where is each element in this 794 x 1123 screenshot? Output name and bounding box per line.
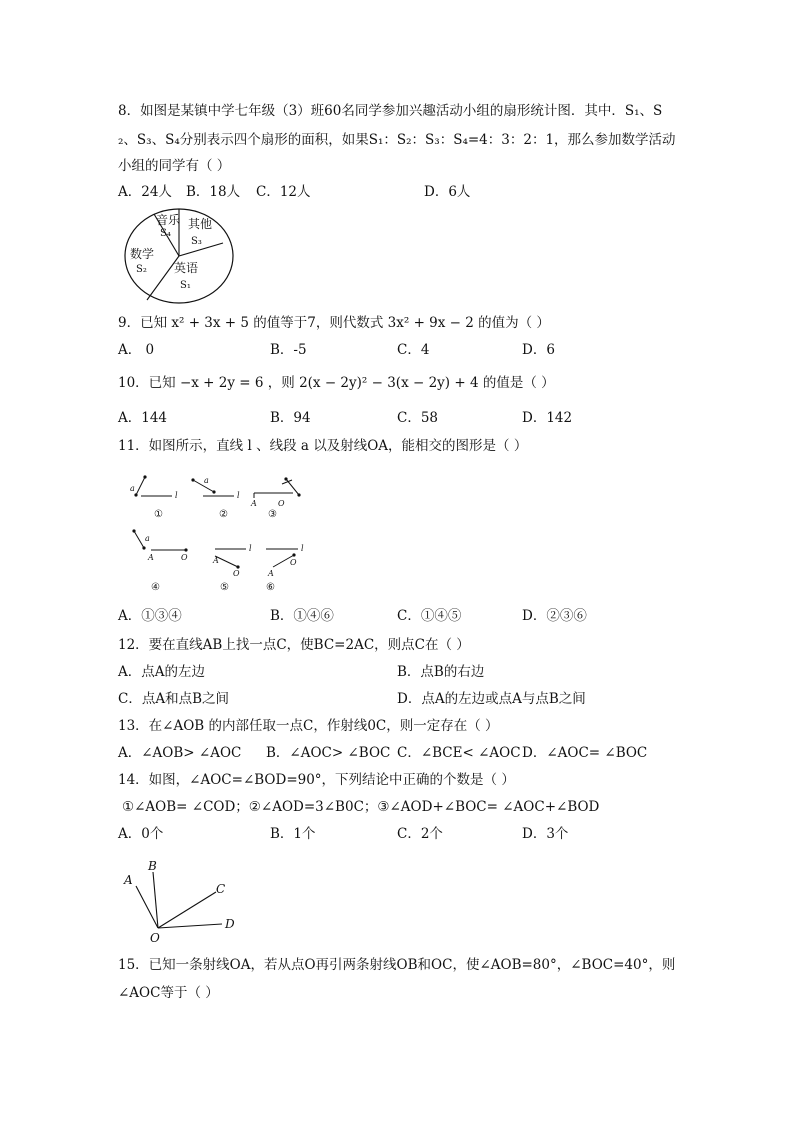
svg-text:A: A (213, 556, 219, 565)
q11-figure-6 (266, 544, 304, 593)
q10-option-b: B．94 (270, 410, 311, 426)
q14-option-b: B．1个 (270, 826, 316, 842)
q14-text: 14．如图，∠AOC=∠BOD=90°，下列结论中正确的个数是（ ） (118, 772, 515, 788)
q8-option-d: D．6人 (424, 184, 471, 200)
q14-option-a: A．0个 (118, 826, 164, 842)
svg-text:O: O (290, 558, 297, 567)
q12-option-c: C．点A和点B之间 (118, 691, 229, 707)
svg-text:A: A (268, 569, 274, 578)
svg-text:④: ④ (151, 582, 160, 593)
q12-option-a: A．点A的左边 (118, 664, 205, 680)
svg-text:⑤: ⑤ (220, 582, 229, 593)
svg-text:⑥: ⑥ (266, 582, 275, 593)
q10-option-c: C．58 (397, 410, 439, 426)
q13-option-c: C．∠BCE< ∠AOC (397, 745, 521, 761)
q13-text: 13．在∠AOB 的内部任取一点C，作射线0C，则一定存在（ ） (118, 718, 499, 734)
svg-text:O: O (233, 569, 240, 578)
q14-label-d: D (225, 917, 235, 931)
q11-figure-2 (191, 476, 240, 520)
svg-text:③: ③ (268, 509, 277, 520)
svg-text:l: l (237, 491, 240, 500)
pie-label-math-s: S₂ (136, 264, 147, 275)
q14-option-d: D．3个 (522, 826, 569, 842)
svg-text:O: O (278, 499, 285, 508)
svg-text:l: l (249, 544, 252, 553)
q10-text: 10．已知 −x + 2y = 6 ，则 2(x − 2y)² − 3(x − 2y) + 4 的值是（ ） (118, 375, 555, 391)
pie-label-english-s: S₁ (180, 280, 191, 291)
pie-label-math: 数学 (130, 247, 155, 261)
svg-text:a: a (130, 484, 135, 493)
q11-figure-3 (250, 477, 301, 520)
pie-label-english: 英语 (174, 261, 199, 275)
q13-option-a: A．∠AOB> ∠AOC (118, 745, 242, 761)
q8-line1: 8．如图是某镇中学七年级（3）班60名同学参加兴趣活动小组的扇形统计图．其中．S₁、S (118, 103, 663, 119)
q14-statements: ①∠AOB= ∠COD；②∠AOD=3∠B0C；③∠AOD+∠BOC= ∠AOC+∠BOD (122, 799, 600, 815)
q14-label-o: O (150, 931, 160, 945)
q14-angle-figure (118, 856, 248, 946)
q11-figure-5 (212, 544, 252, 593)
q8-pie-figure (118, 206, 238, 306)
pie-label-other-s: S₃ (191, 236, 202, 247)
svg-text:A: A (148, 553, 154, 562)
q8-line3: 小组的同学有（ ） (118, 158, 231, 174)
q8-line2: ₂、S₃、S₄分别表示四个扇形的面积，如果S₁：S₂：S₃：S₄=4：3：2：1，那么参加数学活动 (118, 132, 676, 148)
q9-option-c: C．4 (397, 342, 430, 358)
svg-text:a: a (145, 534, 150, 543)
svg-text:l: l (175, 491, 178, 500)
q14-label-c: C (216, 882, 226, 896)
q9-option-b: B．-5 (270, 342, 307, 358)
q12-option-d: D．点A的左边或点A与点B之间 (397, 691, 586, 707)
q11-option-b: B．①④⑥ (270, 608, 334, 624)
svg-text:O: O (181, 553, 188, 562)
q9-text: 9．已知 x² + 3x + 5 的值等于7，则代数式 3x² + 9x − 2 的值为（ ） (118, 315, 550, 331)
svg-text:①: ① (154, 509, 163, 520)
q14-label-b: B (148, 859, 157, 873)
q10-option-d: D．142 (522, 410, 573, 426)
pie-label-other: 其他 (188, 217, 213, 231)
q11-figure-1 (130, 475, 178, 520)
pie-label-music-s: S₄ (160, 228, 171, 239)
q8-option-c: C．12人 (256, 184, 311, 200)
q11-text: 11．如图所示，直线 l 、线段 a 以及射线OA，能相交的图形是（ ） (118, 438, 528, 454)
q12-text: 12．要在直线AB上找一点C，使BC=2AC，则点C在（ ） (118, 637, 470, 653)
svg-text:②: ② (219, 509, 228, 520)
q8-option-b: B．18人 (186, 184, 241, 200)
q15-line1: 15．已知一条射线OA，若从点O再引两条射线OB和OC，使∠AOB=80°，∠BOC=40°，则 (118, 957, 676, 973)
q9-option-d: D．6 (522, 342, 555, 358)
q13-option-b: B．∠AOC> ∠BOC (266, 745, 391, 761)
pie-label-music: 音乐 (156, 213, 181, 227)
q14-option-c: C．2个 (397, 826, 443, 842)
svg-text:a: a (204, 476, 209, 485)
q14-label-a: A (124, 873, 133, 887)
q9-option-a: A． 0 (118, 342, 155, 358)
q11-figures (118, 468, 318, 593)
q11-option-d: D．②③⑥ (522, 608, 587, 624)
q11-option-c: C．①④⑤ (397, 608, 462, 624)
svg-text:l: l (301, 544, 304, 553)
q11-figure-4 (132, 529, 188, 593)
q10-option-a: A．144 (118, 410, 168, 426)
q8-option-a: A．24人 (118, 184, 172, 200)
q13-option-d: D．∠AOC= ∠BOC (522, 745, 648, 761)
q11-option-a: A．①③④ (118, 608, 182, 624)
svg-text:A: A (251, 499, 257, 508)
q15-line2: ∠AOC等于（ ） (118, 985, 219, 1001)
q12-option-b: B．点B的右边 (397, 664, 485, 680)
